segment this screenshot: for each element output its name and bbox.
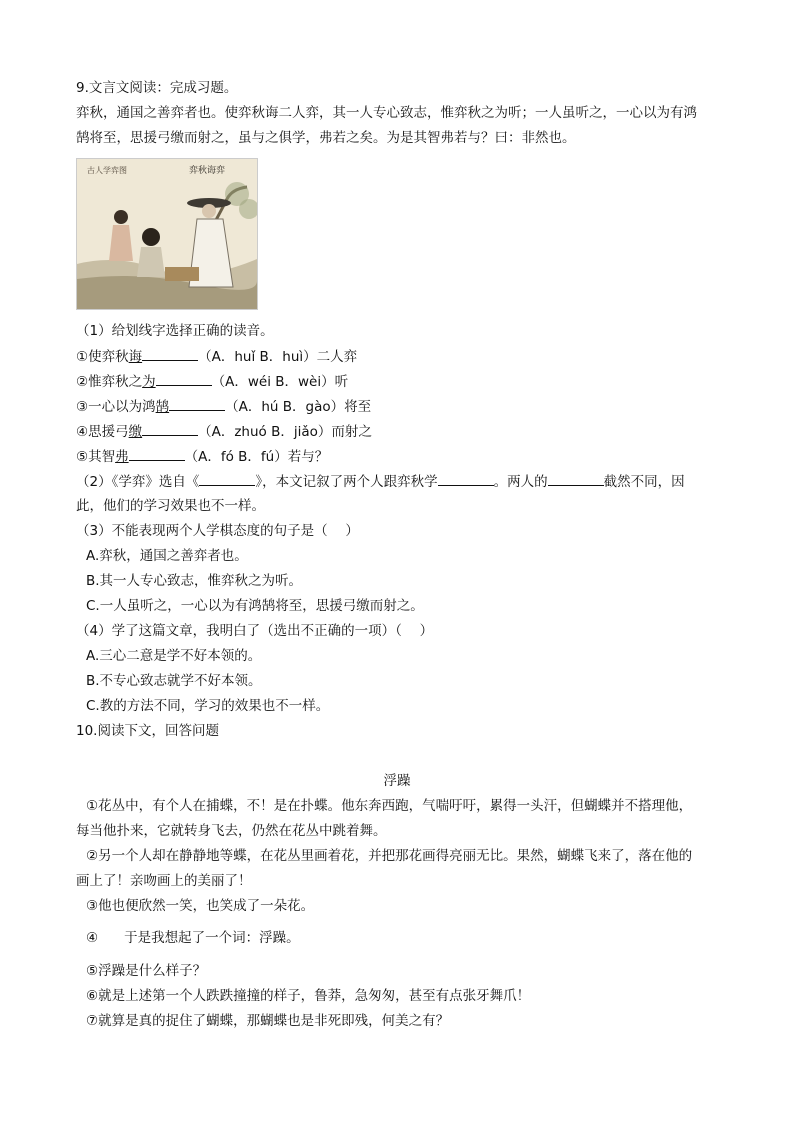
pinyin-item-2: ②惟弈秋之为 （A．wéi B．wèi）听 [76, 374, 349, 390]
article-paragraph-7: ⑦就算是真的捉住了蝴蝶，那蝴蝶也是非死即残，何美之有？ [86, 1013, 450, 1029]
pinyin-item-3: ③一心以为鸿鹄 （A．hú B．gào）将至 [76, 399, 372, 415]
inscription-right: 弈秋诲弈 [189, 166, 226, 176]
answer-blank[interactable] [169, 397, 225, 411]
answer-blank[interactable] [142, 347, 198, 361]
answer-blank[interactable] [156, 372, 212, 386]
sub3-option-b[interactable]: B.其一人专心致志，惟弈秋之为听。 [86, 573, 303, 589]
sub4-option-b[interactable]: B.不专心致志就学不好本领。 [86, 673, 262, 689]
sub2-line1: （2）《学弈》选自《 》，本文记叙了两个人跟弈秋学 。两人的 截然不同，因 [76, 474, 685, 490]
q9-heading: 9.文言文阅读：完成习题。 [76, 80, 238, 96]
q10-heading: 10.阅读下文，回答问题 [76, 723, 219, 739]
answer-blank[interactable] [129, 447, 185, 461]
ink-painting-illustration [76, 158, 258, 310]
sub3-option-a[interactable]: A.弈秋，通国之善弈者也。 [86, 548, 248, 564]
article-paragraph-3: ③他也便欣然一笑，也笑成了一朵花。 [86, 898, 315, 914]
article-paragraph-1: ①花丛中，有个人在捕蝶，不！是在扑蝶。他东奔西跑，气喘吁吁，累得一头汗，但蝴蝶并不搭理他， [86, 798, 693, 814]
article-title: 浮躁 [383, 773, 411, 789]
passage-line: 弈秋，通国之善弈者也。使弈秋诲二人弈，其一人专心致志，惟弈秋之为听；一人虽听之，一心以为有鸿 [76, 105, 697, 121]
article-paragraph-2-cont: 画上了！亲吻画上的美丽了！ [76, 873, 252, 889]
pinyin-item-5: ⑤其智弗 （A．fó B．fú）若与？ [76, 449, 329, 465]
article-paragraph-5: ⑤浮躁是什么样子？ [86, 963, 207, 979]
article-paragraph-6: ⑥就是上述第一个人跌跌撞撞的样子，鲁莽，急匆匆，甚至有点张牙舞爪！ [86, 988, 531, 1004]
answer-blank[interactable] [438, 472, 494, 486]
sub2-line2: 此，他们的学习效果也不一样。 [76, 498, 265, 514]
sub4-option-c[interactable]: C.教的方法不同，学习的效果也不一样。 [86, 698, 330, 714]
inscription-left: 古人学弈图 [87, 166, 127, 175]
sub3-option-c[interactable]: C.一人虽听之，一心以为有鸿鹄将至，思援弓缴而射之。 [86, 598, 424, 614]
sub1-prompt: （1）给划线字选择正确的读音。 [76, 323, 274, 339]
sub4-prompt: （4）学了这篇文章，我明白了（选出不正确的一项）（ ） [76, 623, 434, 639]
answer-blank[interactable] [548, 472, 604, 486]
pinyin-item-4: ④思援弓缴 （A．zhuó B．jiǎo）而射之 [76, 424, 372, 440]
article-paragraph-1-cont: 每当他扑来，它就转身飞去，仍然在花丛中跳着舞。 [76, 823, 387, 839]
article-paragraph-2: ②另一个人却在静静地等蝶，在花丛里画着花，并把那花画得亮丽无比。果然，蝴蝶飞来了，落在他的 [86, 848, 693, 864]
passage-line: 鹄将至，思援弓缴而射之，虽与之俱学，弗若之矣。为是其智弗若与？曰：非然也。 [76, 130, 576, 146]
answer-blank[interactable] [142, 422, 198, 436]
article-paragraph-4: ④ 于是我想起了一个词：浮躁。 [86, 930, 300, 946]
answer-blank[interactable] [199, 472, 255, 486]
sub3-prompt: （3）不能表现两个人学棋态度的句子是（ ） [76, 523, 359, 539]
pinyin-item-1: ①使弈秋诲 （A．huǐ B．huì）二人弈 [76, 349, 358, 365]
sub4-option-a[interactable]: A.三心二意是学不好本领的。 [86, 648, 262, 664]
